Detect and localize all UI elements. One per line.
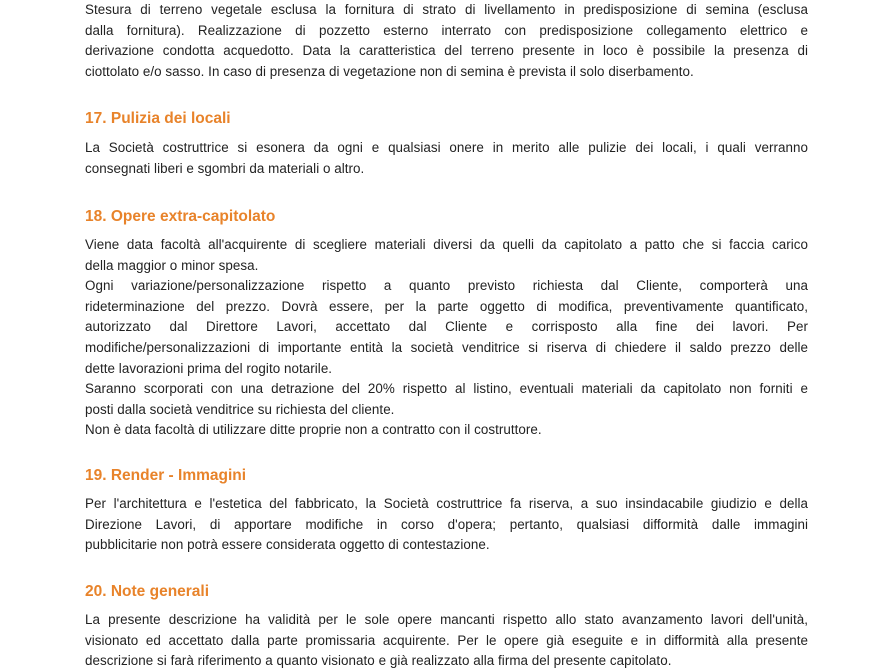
text-line: autorizzato dal Direttore Lavori, accettato dal Cliente e corrisposto alla fine dei lavori. Per	[85, 319, 808, 335]
text-line: Saranno scorporati con una detrazione del 20% rispetto al listino, eventuali materiali da capitolato non forniti e	[85, 381, 808, 397]
intro-paragraph	[85, 0, 808, 82]
text-line: posti dalla società venditrice su richiesta del cliente.	[85, 401, 395, 417]
text-line: Per l'architettura e l'estetica del fabbricato, la Società costruttrice fa riserva, a suo insindacabile giudizio e della	[85, 496, 808, 511]
text-line: Stesura di terreno vegetale esclusa la fornitura di strato di livellamento in predisposizione di semina (esclusa	[85, 2, 808, 17]
text-line: La Società costruttrice si esonera da ogni e qualsiasi onere in merito alle pulizie dei locali, i quali verranno	[85, 140, 808, 155]
text-line: rideterminazione del prezzo. Dovrà essere, per la parte oggetto di modifica, preventivamente quantificato,	[85, 298, 808, 314]
text-line: della maggior o minor spesa.	[85, 257, 259, 273]
section-body-17	[85, 138, 808, 179]
text-line: Non è data facoltà di utilizzare ditte proprie non a contratto con il costruttore.	[85, 422, 542, 438]
section-heading-20: 20. Note generali	[85, 583, 210, 600]
text-line: ciottolato e/o sasso. In caso di presenza di vegetazione non di semina è prevista il solo diserbamento.	[85, 63, 694, 79]
section-body-19	[85, 494, 808, 556]
section-heading-18: 18. Opere extra-capitolato	[85, 208, 276, 225]
text-line: Viene data facoltà all'acquirente di scegliere materiali diversi da quelli da capitolato a patto che si faccia carico	[85, 237, 808, 252]
text-line: La presente descrizione ha validità per le sole opere mancanti rispetto allo stato avanzamento lavori dell'unità,	[85, 612, 808, 627]
text-line: descrizione si farà riferimento a quanto visionato e già realizzato alla firma del presente capitolato.	[85, 653, 672, 669]
text-line: consegnati liberi e sgombri da materiali o altro.	[85, 160, 365, 176]
text-line: dalla fornitura). Realizzazione di pozzetto esterno interrato con predisposizione collegamento elettrico e	[85, 22, 808, 38]
text-line: modifiche/personalizzazioni di importante entità la società venditrice si riserva di chiedere il saldo prezzo delle	[85, 339, 808, 355]
section-heading-17: 17. Pulizia dei locali	[85, 110, 231, 127]
section-heading-19: 19. Render - Immagini	[85, 467, 247, 484]
section-body-18	[85, 235, 808, 441]
section-body-20	[85, 610, 808, 672]
text-line: derivazione condotta acquedotto. Data la caratteristica del terreno presente in loco è possibile la presenza di	[85, 43, 808, 59]
text-line: pubblicitarie non potrà essere considerata oggetto di contestazione.	[85, 537, 490, 553]
text-line: visionato ed accettato dalla parte promissaria acquirente. Per le opere già eseguite e in difformità alla presente	[85, 632, 808, 648]
text-line: dette lavorazioni prima del rogito notarile.	[85, 360, 333, 376]
text-line: Direzione Lavori, di apportare modifiche in corso d'opera; pertanto, qualsiasi difformità dalle immagini	[85, 516, 808, 532]
text-line: Ogni variazione/personalizzazione rispetto a quanto previsto richiesta dal Cliente, comporterà una	[85, 278, 808, 294]
